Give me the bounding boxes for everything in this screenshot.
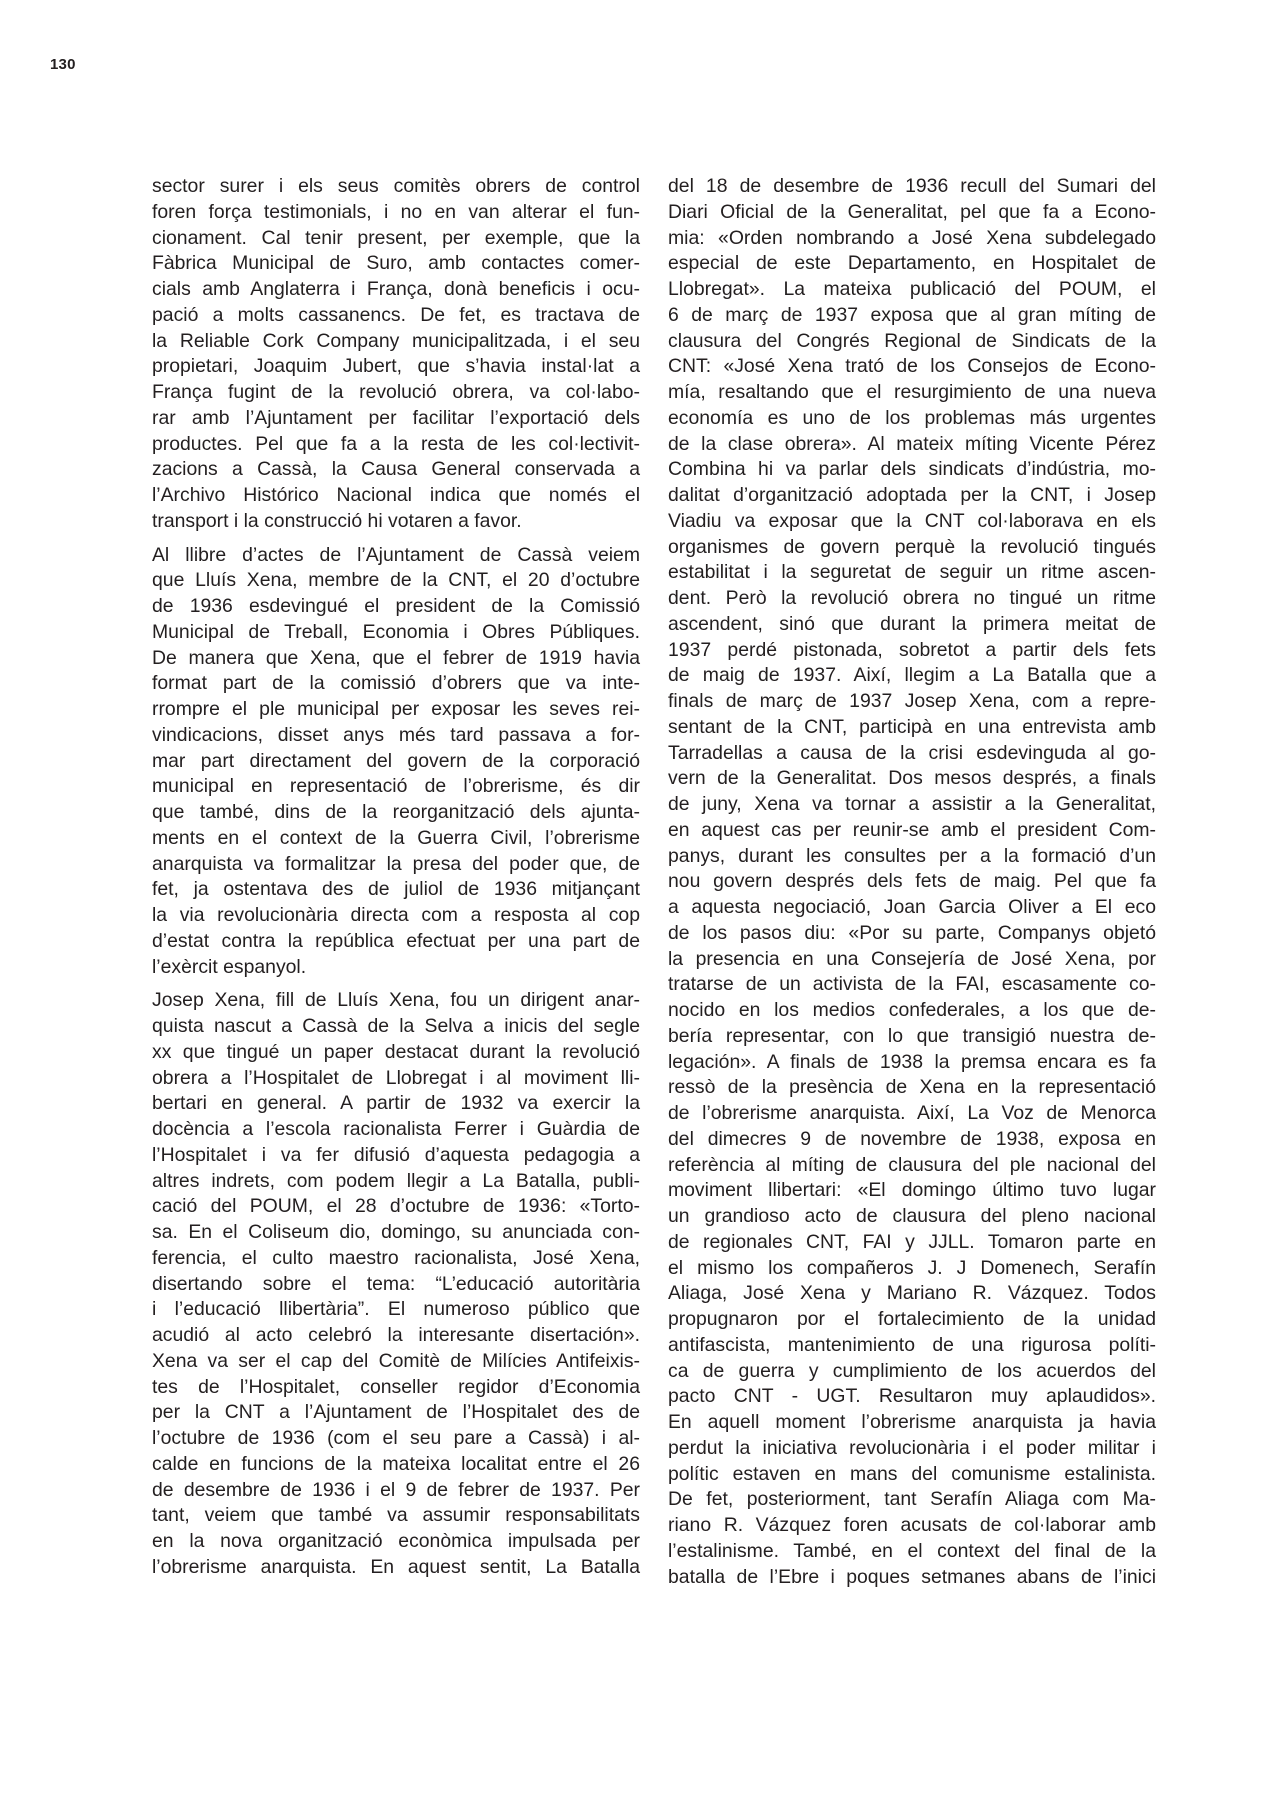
text-line: dent. Però la revolució obrera no tingué un ritme [668,587,1156,609]
text-line: rar amb l’Ajuntament per facilitar l’exportació dels [152,406,640,429]
text-line: per la CNT a l’Ajuntament de l’Hospitalet des de [152,1401,640,1424]
text-line: finals de març de 1937 Josep Xena, com a repre- [668,690,1156,712]
text-line: mia: «Orden nombrando a José Xena subdelegado [668,226,1156,249]
text-line: la presencia en una Consejería de José Xena, por [668,947,1156,970]
text-line: Aliaga, José Xena y Mariano R. Vázquez. Todos [668,1282,1156,1305]
text-line: cials amb Anglaterra i França, donà beneficis i ocu- [152,278,640,300]
text-line: Municipal de Treball, Economia i Obres Públiques. [152,620,640,643]
text-line: Xena va ser el cap del Comitè de Milícies Antifeixis- [152,1349,640,1372]
text-line: pacto CNT - UGT. Resultaron muy aplaudidos». [668,1385,1156,1408]
text-line: l’octubre de 1936 (com el seu pare a Cassà) i al- [152,1427,640,1449]
text-line: disertando sobre el tema: “L’educació autoritària [152,1272,640,1295]
text-line: productes. Pel que fa a la resta de les col·lectivit- [152,432,640,455]
text-line: quista nascut a Cassà de la Selva a inicis del segle [152,1015,640,1037]
text-line: la via revolucionària directa com a resposta al cop [152,904,640,926]
text-line: ments en el context de la Guerra Civil, l’obrerisme [152,826,640,849]
text-line: de l’obrerisme anarquista. Així, La Voz de Menorca [668,1102,1156,1124]
text-line: Combina hi va parlar dels sindicats d’indústria, mo- [668,458,1156,481]
text-line: de los pasos diu: «Por su parte, Companys objetó [668,921,1156,944]
text-line: l’Hospitalet i va fer difusió d’aquesta pedagogia a [152,1143,640,1166]
text-line: ferencia, el culto maestro racionalista, José Xena, [152,1246,640,1269]
text-line: França fugint de la revolució obrera, va col·labo- [152,381,640,403]
text-line: propietari, Joaquim Jubert, que s’havia instal·lat a [152,355,640,378]
page-number: 130 [50,56,76,73]
text-line: perdut la iniciativa revolucionària i el poder militar i [668,1436,1156,1459]
text-line: rrompre el ple municipal per exposar les seves rei- [152,698,640,720]
text-line: especial de este Departamento, en Hospitalet de [668,252,1156,275]
text-line: cionament. Cal tenir present, per exemple, que la [152,226,640,249]
text-line: del dimecres 9 de novembre de 1938, exposa en [668,1127,1156,1150]
text-line: economía es uno de los problemas más urgentes [668,406,1156,429]
text-line: zacions a Cassà, la Causa General conservada a [152,458,640,481]
text-line: vern de la Generalitat. Dos mesos després, a finals [668,767,1156,790]
text-line: Josep Xena, fill de Lluís Xena, fou un dirigent anar- [152,989,640,1012]
text-line: que també, dins de la reorganització dels ajunta- [152,801,640,823]
text-line: l’estalinisme. També, en el context del final de la [668,1539,1156,1562]
text-line: sa. En el Coliseum dio, domingo, su anunciada con- [152,1221,640,1243]
text-line: 6 de març de 1937 exposa que al gran míting de [668,303,1156,326]
text-line: nou govern després dels fets de maig. Pel que fa [668,870,1156,893]
text-line: clausura del Congrés Regional de Sindicats de la [668,329,1156,352]
text-line: ascendent, sinó que durant la primera meitat de [668,612,1156,635]
text-line: tratarse de un activista de la FAI, escasamente co- [668,973,1156,996]
text-line: tant, veiem que també va assumir responsabilitats [152,1504,640,1527]
text-line: de juny, Xena va tornar a assistir a la Generalitat, [668,793,1156,815]
text-line: de 1936 esdevingué el president de la Comissió [152,595,640,617]
text-line: cació del POUM, el 28 d’octubre de 1936: «Torto- [152,1195,640,1218]
text-line: anarquista va formalitzar la presa del poder que, de [152,852,640,875]
text-line: l’Archivo Histórico Nacional indica que només el [152,484,640,506]
text-line: ca de guerra y cumplimiento de los acuerdos del [668,1359,1156,1382]
text-line: Viadiu va exposar que la CNT col·laborava en els [668,509,1156,532]
text-line: legación». A finals de 1938 la premsa encara es fa [668,1050,1156,1073]
text-line: nocido en los medios confederales, a los que de- [668,999,1156,1021]
text-line: la Reliable Cork Company municipalitzada, i el seu [152,329,640,352]
text-line: en aquest cas per reunir-se amb el president Com- [668,818,1156,841]
text-line: estabilitat i la seguretat de seguir un ritme ascen- [668,561,1156,584]
text-line: transport i la construcció hi votaren a favor. [152,509,522,532]
text-line: d’estat contra la república efectuat per una part de [152,929,640,952]
text-line: Al llibre d’actes de l’Ajuntament de Cassà veiem [152,543,640,566]
text-line: que Lluís Xena, membre de la CNT, el 20 d’octubre [152,569,640,592]
text-line: CNT: «José Xena trató de los Consejos de Econo- [668,355,1156,378]
text-line: antifascista, mantenimiento de una rigurosa políti- [668,1333,1156,1356]
right-text-column [668,174,1156,1598]
text-line: de maig de 1937. Així, llegim a La Batalla que a [668,664,1156,687]
text-line: tes de l’Hospitalet, conseller regidor d’Economia [152,1375,640,1398]
text-line: ressò de la presència de Xena en la representació [668,1076,1156,1099]
text-line: vindicacions, disset anys més tard passava a for- [152,723,640,746]
text-line: dalitat d’organització adoptada per la CNT, i Josep [668,484,1156,506]
text-line: acudió al acto celebró la interesante disertación». [152,1324,640,1346]
text-line: foren força testimonials, i no en van alterar el fun- [152,200,640,223]
text-line: referència al míting de clausura del ple nacional del [668,1153,1156,1176]
text-line: bería representar, con lo que transigió nuestra de- [668,1024,1156,1047]
text-line: l’obrerisme anarquista. En aquest sentit, La Batalla [152,1555,640,1578]
text-line: Diari Oficial de la Generalitat, pel que fa a Econo- [668,200,1156,223]
text-line: un grandioso acto de clausura del pleno nacional [668,1205,1156,1227]
text-line: xx que tingué un paper destacat durant la revolució [152,1040,640,1063]
text-line: de regionales CNT, FAI y JJLL. Tomaron parte en [668,1230,1156,1253]
text-line: batalla de l’Ebre i poques setmanes abans de l’inici [668,1565,1156,1588]
paragraph-josep-xena [152,988,640,1580]
text-line: sentant de la CNT, participà en una entrevista amb [668,715,1156,738]
text-line: docència a l’escola racionalista Ferrer i Guàrdia de [152,1118,640,1140]
left-text-column [152,174,640,1589]
text-line: De fet, posteriorment, tant Serafín Aliaga com Ma- [668,1488,1156,1511]
text-line: Llobregat». La mateixa publicació del POUM, el [668,278,1156,300]
text-line: sector surer i els seus comitès obrers de control [152,175,640,197]
text-line: mar part directament del govern de la corporació [152,749,640,772]
text-line: format part de la comissió d’obrers que va inte- [152,672,640,695]
text-line: riano R. Vázquez foren acusats de col·laborar amb [668,1514,1156,1536]
text-line: polític estaven en mans del comunisme estalinista. [668,1462,1156,1485]
text-line: propugnaron por el fortalecimiento de la unidad [668,1308,1156,1330]
text-line: fet, ja ostentava des de juliol de 1936 mitjançant [152,878,640,901]
paragraph-cork-industry [152,174,640,535]
text-line: En aquell moment l’obrerisme anarquista ja havia [668,1411,1156,1433]
text-line: calde en funcions de la mateixa localitat entre el 26 [152,1452,640,1475]
text-line: pació a molts cassanencs. De fet, es tractava de [152,303,640,326]
text-line: el mismo los compañeros J. J Domenech, Serafín [668,1256,1156,1279]
paragraph-lluis-xena [152,543,640,981]
text-line: obrera a l’Hospitalet de Llobregat i al moviment lli- [152,1066,640,1089]
text-line: 1937 perdé pistonada, sobretot a partir dels fets [668,638,1156,661]
text-line: De manera que Xena, que el febrer de 1919 havia [152,646,640,669]
text-line: de la clase obrera». Al mateix míting Vicente Pérez [668,432,1156,455]
text-line: en la nova organització econòmica impulsada per [152,1530,640,1552]
text-line: panys, durant les consultes per a la formació d’un [668,844,1156,867]
text-line: i l’educació llibertària”. El numeroso público que [152,1298,640,1321]
text-line: moviment llibertari: «El domingo último tuvo lugar [668,1179,1156,1202]
text-line: bertari en general. A partir de 1932 va exercir la [152,1092,640,1115]
text-line: de desembre de 1936 i el 9 de febrer de 1937. Per [152,1478,640,1501]
text-line: del 18 de desembre de 1936 recull del Sumari del [668,175,1156,197]
text-line: l’exèrcit espanyol. [152,955,307,978]
paragraph-continuation [668,174,1156,1590]
text-line: altres indrets, com podem llegir a La Batalla, publi- [152,1169,640,1192]
text-line: municipal en representació de l’obrerisme, és dir [152,775,640,798]
text-line: organismes de govern perquè la revolució tingués [668,535,1156,558]
text-line: Fàbrica Municipal de Suro, amb contactes comer- [152,252,640,275]
text-line: a aquesta negociació, Joan Garcia Oliver a El eco [668,896,1156,918]
text-line: mía, resaltando que el resurgimiento de una nueva [668,381,1156,403]
text-line: Tarradellas a causa de la crisi esdevinguda al go- [668,741,1156,764]
